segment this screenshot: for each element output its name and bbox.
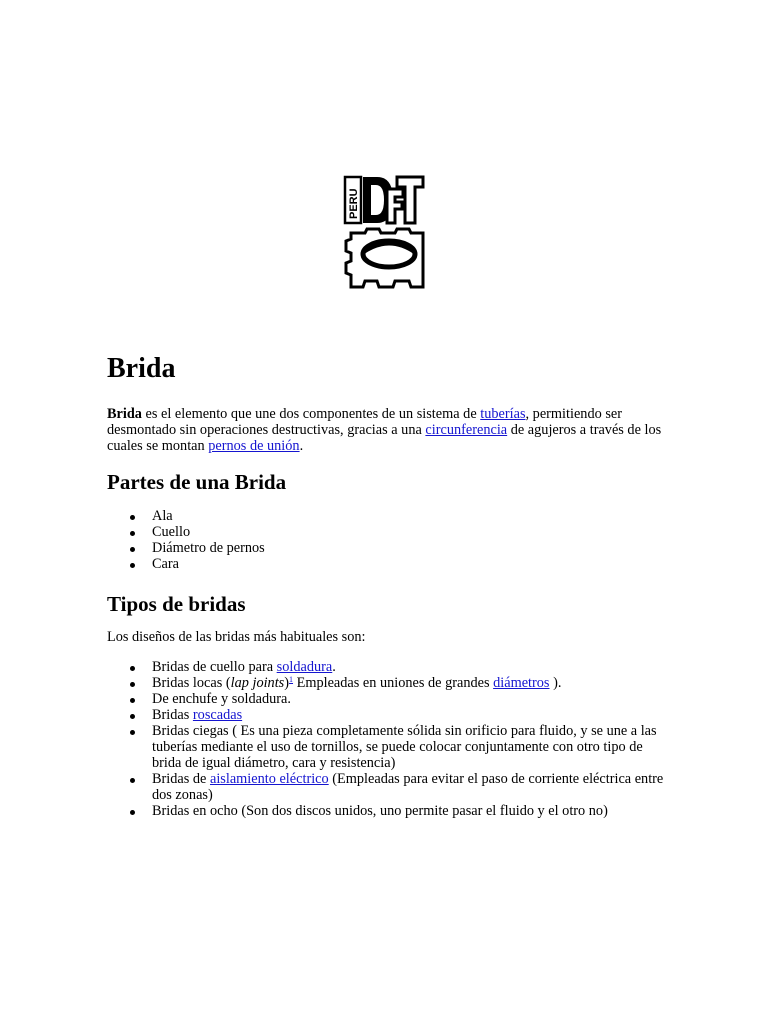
item-text: Bridas de cuello para	[152, 659, 277, 675]
tipos-list	[107, 659, 667, 819]
intro-paragraph	[107, 406, 667, 454]
item-text: ).	[549, 675, 562, 691]
item-text: Empleadas en uniones de grandes	[293, 675, 494, 691]
section-heading-partes: Partes de una Brida	[107, 470, 287, 494]
link-aislamiento-electrico[interactable]: aislamiento eléctrico	[209, 771, 329, 787]
list-item: De enchufe y soldadura.	[152, 691, 667, 707]
item-text: Bridas	[152, 707, 193, 723]
list-item	[152, 675, 667, 691]
item-text: )	[284, 675, 290, 691]
list-item: Bridas ciegas ( Es una pieza completamente sólida sin orificio para fluido, y se une a las tuberías mediante el uso de tornillos, se puede colocar conjuntamente con otro tipo de brida de igual diámetro, cara y resistencia)	[152, 723, 667, 771]
footnote-link[interactable]: 1	[289, 675, 294, 684]
section-heading-tipos: Tipos de bridas	[107, 592, 246, 616]
logo-peru-text: PERU	[348, 188, 360, 219]
link-circunferencia[interactable]: circunferencia	[425, 422, 508, 438]
list-item: Ala	[152, 508, 667, 524]
list-item: Bridas en ocho (Son dos discos unidos, uno permite pasar el fluido y el otro no)	[152, 803, 667, 819]
intro-text-1: es el elemento que une dos componentes de un sistema de	[141, 406, 481, 422]
gear-logo-icon	[343, 175, 425, 290]
intro-bold-term: Brida	[107, 406, 142, 422]
list-item: Diámetro de pernos	[152, 540, 667, 556]
link-roscadas[interactable]: roscadas	[192, 707, 243, 723]
intro-text-3: de agujeros a través de los cuales se montan	[107, 422, 662, 454]
item-text: Bridas de	[152, 771, 210, 787]
link-soldadura[interactable]: soldadura	[276, 659, 333, 675]
list-item: Cara	[152, 556, 667, 572]
article-content	[107, 350, 667, 819]
item-text: .	[332, 659, 336, 675]
link-diametros[interactable]: diámetros	[493, 675, 550, 691]
item-italic-term: lap joints	[230, 675, 285, 691]
list-item: Cuello	[152, 524, 667, 540]
item-text: (Empleadas para evitar el paso de corriente eléctrica entre dos zonas)	[152, 771, 664, 803]
partes-list	[107, 508, 667, 572]
list-item	[152, 659, 667, 675]
page-title: Brida	[107, 353, 176, 384]
list-item	[152, 707, 667, 723]
item-text: Bridas locas (	[152, 675, 231, 691]
list-item	[152, 771, 667, 803]
tipos-intro: Los diseños de las bridas más habituales son:	[107, 629, 366, 645]
link-tuberias[interactable]: tuberías	[480, 406, 526, 422]
link-pernos-de-union[interactable]: pernos de unión	[208, 438, 300, 454]
intro-text-4: .	[299, 438, 304, 454]
intro-text-2: , permitiendo ser desmontado sin operaciones destructivas, gracias a una	[107, 406, 622, 438]
